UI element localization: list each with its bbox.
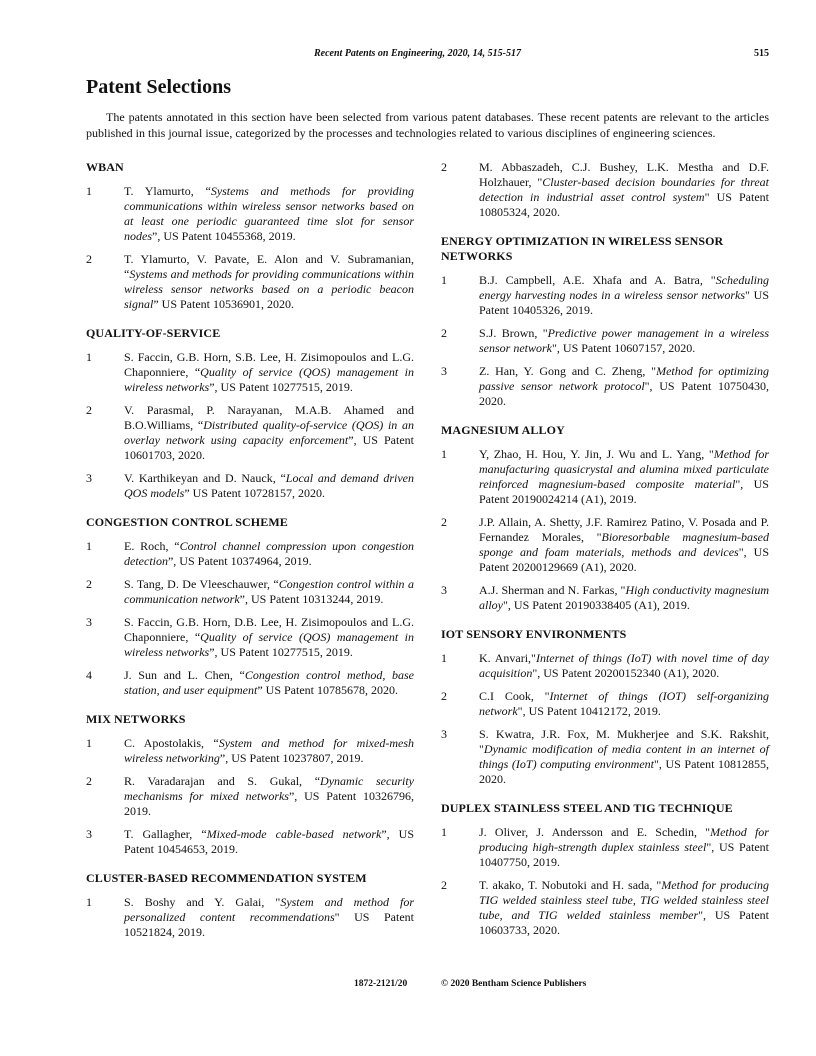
entry-authors: S.J. Brown, "	[479, 326, 548, 340]
entry-citation	[479, 689, 769, 719]
patent-entry	[441, 878, 769, 938]
journal-citation: Recent Patents on Engineering, 2020, 14, 515-517	[314, 48, 521, 59]
entry-number: 4	[86, 668, 92, 682]
entry-patent-info: ", US Patent 10750430, 2020.	[479, 379, 769, 408]
entry-number: 1	[86, 736, 92, 750]
entry-citation	[124, 252, 414, 312]
entry-authors: S. Kwatra, J.R. Fox, M. Mukherjee and S.K. Rakshit, "	[479, 727, 769, 756]
entry-title: Method for producing high-strength duplex stainless steel	[479, 825, 769, 854]
patent-entry	[86, 577, 414, 607]
entry-citation	[124, 827, 414, 857]
entry-authors: A.J. Sherman and N. Farkas, "	[479, 583, 626, 597]
patent-entry	[86, 827, 414, 857]
entry-number: 3	[441, 727, 447, 741]
page-title: Patent Selections	[86, 76, 231, 98]
entry-number: 1	[86, 350, 92, 364]
entry-patent-info: ”, US Patent 10277515, 2019.	[209, 645, 353, 659]
entry-title: Dynamic security mechanisms for mixed networks	[124, 774, 414, 803]
entry-patent-info: ”, US Patent 10326796, 2019.	[124, 789, 414, 818]
entry-number: 2	[441, 515, 447, 529]
patent-entry	[86, 471, 414, 501]
intro-paragraph: The patents annotated in this section have been selected from various patent databases. These recent patents are relevant to the articles published in this journal issue, categorized by the processes and technologies related to various disciplines of engineering sciences.	[86, 110, 769, 140]
issn: 1872-2121/20	[354, 979, 408, 989]
copyright: © 2020 Bentham Science Publishers	[441, 979, 587, 989]
entry-patent-info: ”, US Patent 10455368, 2019.	[152, 229, 296, 243]
entry-patent-info: ”, US Patent 10374964, 2019.	[167, 554, 312, 568]
entry-citation	[124, 736, 414, 766]
entry-authors: J. Sun and L. Chen, “	[124, 668, 245, 682]
entry-authors: V. Parasmal, P. Narayanan, M.A.B. Ahamed and B.O.Williams, “	[124, 403, 414, 432]
entry-authors: T. Ylamurto, “	[124, 184, 211, 198]
entry-citation	[479, 825, 769, 870]
section-heading: CLUSTER-BASED RECOMMENDATION SYSTEM	[86, 871, 367, 885]
patent-entry	[86, 539, 414, 569]
entry-authors: C.I Cook, "	[479, 689, 550, 703]
section-heading: QUALITY-OF-SERVICE	[86, 326, 221, 340]
entry-title: Bioresorbable magnesium-based sponge and foam materials, methods and devices	[479, 530, 769, 559]
entry-citation	[124, 403, 414, 463]
entry-number: 2	[441, 326, 447, 340]
entry-title: Quality of service (QOS) management in wireless networks	[124, 365, 414, 394]
entry-patent-info: ", US Patent 20190024214 (A1), 2019.	[479, 477, 769, 506]
entry-citation	[124, 184, 414, 244]
entry-title: High conductivity magnesium alloy	[479, 583, 770, 612]
entry-title: Local and demand driven QOS models	[124, 471, 414, 500]
section-continued	[441, 160, 769, 220]
entry-citation	[479, 515, 769, 575]
section-congestion-control-scheme	[86, 515, 414, 698]
patent-entry	[441, 273, 769, 318]
entry-citation	[124, 615, 414, 660]
patent-entry	[86, 736, 414, 766]
entry-number: 2	[441, 160, 447, 174]
entry-number: 2	[441, 689, 447, 703]
entry-title: Mixed-mode cable-based network	[206, 827, 382, 841]
entry-citation	[124, 539, 414, 569]
entry-number: 3	[441, 583, 447, 597]
entry-title: Congestion control method, base station, and user equipment	[124, 668, 414, 697]
patent-entry	[86, 774, 414, 819]
entry-number: 3	[86, 827, 92, 841]
entry-patent-info: ", US Patent 10412172, 2019.	[517, 704, 661, 718]
entry-number: 3	[86, 615, 92, 629]
entry-patent-info: ”, US Patent 10454653, 2019.	[124, 827, 415, 856]
entry-title: Systems and methods for providing communications within wireless sensor networks based on at least one periodic guaranteed time slot for sensor nodes	[124, 184, 415, 243]
entry-authors: S. Faccin, G.B. Horn, D.B. Lee, H. Zisimopoulos and L.G. Chaponniere, “	[124, 615, 414, 644]
section-heading: MAGNESIUM ALLOY	[441, 423, 565, 437]
entry-patent-info: ", US Patent 20200152340 (A1), 2020.	[532, 666, 720, 680]
page-number: 515	[754, 48, 769, 59]
patent-entry	[441, 515, 769, 575]
entry-patent-info: ", US Patent 20200129669 (A1), 2020.	[479, 545, 769, 574]
entry-citation	[479, 727, 769, 787]
entry-citation	[479, 160, 769, 220]
entry-authors: M. Abbaszadeh, C.J. Bushey, L.K. Mestha and D.F. Holzhauer, "	[479, 160, 769, 189]
entry-patent-info: ”, US Patent 10313244, 2019.	[239, 592, 384, 606]
entry-title: Method for optimizing passive sensor network protocol	[479, 364, 769, 393]
section-iot-sensory-environments	[441, 627, 769, 787]
patent-entry	[441, 447, 769, 507]
patent-entry	[441, 160, 769, 220]
entry-citation	[124, 668, 414, 698]
entry-title: Quality of service (QOS) management in wireless networks	[124, 630, 414, 659]
running-header	[86, 48, 769, 62]
entry-title: Internet of things (IOT) self-organizing network	[479, 689, 769, 718]
section-heading: MIX NETWORKS	[86, 712, 186, 726]
entry-title: System and method for mixed-mesh wireless networking	[124, 736, 414, 765]
entry-title: Distributed quality-of-service (QOS) in an overlay network using capacity enforcement	[124, 418, 414, 447]
entry-title: Method for producing TIG welded stainless steel tube, TIG welded stainless steel tube, and TIG welded stainless member	[479, 878, 769, 922]
entry-title: Congestion control within a communication network	[124, 577, 414, 606]
entry-number: 1	[441, 651, 447, 665]
section-mix-networks	[86, 712, 414, 857]
patent-entry	[86, 184, 414, 244]
entry-citation	[479, 878, 769, 938]
entry-authors: Y, Zhao, H. Hou, Y. Jin, J. Wu and L. Yang, "	[479, 447, 714, 461]
entry-authors: B.J. Campbell, A.E. Xhafa and A. Batra, "	[479, 273, 716, 287]
entry-title: Scheduling energy harvesting nodes in a wireless sensor networks	[479, 273, 769, 302]
entry-patent-info: ”, US Patent 10601703, 2020.	[124, 433, 414, 462]
entry-authors: T. Ylamurto, V. Pavate, E. Alon and V. Subramanian, “	[124, 252, 414, 281]
entry-patent-info: ", US Patent 10812855, 2020.	[479, 757, 769, 786]
patent-entry	[86, 895, 414, 940]
entry-citation	[479, 447, 769, 507]
section-wban	[86, 160, 414, 312]
entry-number: 1	[441, 447, 447, 461]
section-cluster-based-recommendation-system	[86, 871, 414, 940]
entry-number: 3	[441, 364, 447, 378]
patent-entry	[441, 689, 769, 719]
patent-entry	[441, 364, 769, 409]
entry-patent-info: ", US Patent 20190338405 (A1), 2019.	[503, 598, 690, 612]
entry-citation	[124, 774, 414, 819]
entry-patent-info: ” US Patent 10728157, 2020.	[184, 486, 325, 500]
entry-authors: T. akako, T. Nobutoki and H. sada, "	[479, 878, 662, 892]
patent-entry	[86, 615, 414, 660]
entry-citation	[479, 273, 769, 318]
entry-patent-info: " US Patent 10521824, 2019.	[124, 910, 414, 939]
entry-number: 1	[86, 184, 92, 198]
entry-title: Cluster-based decision boundaries for threat detection in industrial asset control system	[479, 175, 769, 204]
entry-number: 1	[86, 895, 92, 909]
patent-entry	[441, 651, 769, 681]
section-heading: WBAN	[86, 160, 124, 174]
entry-patent-info: ” US Patent 10785678, 2020.	[257, 683, 398, 697]
section-energy-optimization-in-wireless-sensor-networks	[441, 234, 769, 409]
section-heading: DUPLEX STAINLESS STEEL AND TIG TECHNIQUE	[441, 801, 733, 815]
entry-citation	[479, 651, 769, 681]
entry-authors: V. Karthikeyan and D. Nauck, “	[124, 471, 286, 485]
entry-authors: S. Boshy and Y. Galai, "	[124, 895, 281, 909]
entry-citation	[124, 895, 414, 940]
entry-number: 1	[86, 539, 92, 553]
entry-authors: E. Roch, “	[124, 539, 180, 553]
patent-entry	[441, 583, 769, 613]
entry-citation	[124, 471, 414, 501]
entry-authors: J. Oliver, J. Andersson and E. Schedin, "	[479, 825, 711, 839]
entry-title: Internet of things (IoT) with novel time of day acquisition	[479, 651, 769, 680]
entry-authors: C. Apostolakis, “	[124, 736, 219, 750]
entry-authors: K. Anvari,"	[479, 651, 536, 665]
entry-title: Dynamic modification of media content in an internet of things (IoT) computing environment	[479, 742, 769, 771]
entry-citation	[124, 350, 414, 395]
entry-authors: J.P. Allain, A. Shetty, J.F. Ramirez Patino, V. Posada and P. Fernandez Morales, "	[479, 515, 769, 544]
entry-number: 1	[441, 825, 447, 839]
entry-patent-info: " US Patent 10805324, 2020.	[479, 190, 770, 219]
section-heading: CONGESTION CONTROL SCHEME	[86, 515, 288, 529]
entry-title: Predictive power management in a wireless sensor network	[479, 326, 769, 355]
entry-authors: T. Gallagher, “	[124, 827, 207, 841]
entry-number: 2	[86, 577, 92, 591]
entry-title: Method for manufacturing quasicrystal and alumina mixed particulate reinforced magnesium-based composite material	[479, 447, 769, 491]
entry-number: 2	[441, 878, 447, 892]
patent-entry	[441, 825, 769, 870]
entry-patent-info: ”, US Patent 10277515, 2019.	[209, 380, 353, 394]
section-heading: ENERGY OPTIMIZATION IN WIRELESS SENSOR NETWORKS	[441, 234, 724, 263]
entry-patent-info: " US Patent 10405326, 2019.	[479, 288, 769, 317]
entry-number: 2	[86, 252, 92, 266]
entry-citation	[479, 583, 769, 613]
patent-entry	[441, 727, 769, 787]
entry-number: 2	[86, 403, 92, 417]
section-duplex-stainless-steel-and-tig-technique	[441, 801, 769, 938]
left-column	[86, 160, 414, 954]
entry-title: System and method for personalized content recommendations	[124, 895, 415, 924]
entry-number: 2	[86, 774, 92, 788]
section-magnesium-alloy	[441, 423, 769, 613]
entry-title: Control channel compression upon congestion detection	[124, 539, 414, 568]
entry-authors: Z. Han, Y. Gong and C. Zheng, "	[479, 364, 657, 378]
entry-patent-info: ", US Patent 10407750, 2019.	[479, 840, 770, 869]
patent-entry	[441, 326, 769, 356]
entry-authors: S. Tang, D. De Vleeschauwer, “	[124, 577, 279, 591]
section-heading: IOT SENSORY ENVIRONMENTS	[441, 627, 627, 641]
entry-authors: R. Varadarajan and S. Gukal, “	[124, 774, 321, 788]
patent-entry	[86, 252, 414, 312]
entry-authors: S. Faccin, G.B. Horn, S.B. Lee, H. Zisimopoulos and L.G. Chaponniere, “	[124, 350, 414, 379]
patent-entry	[86, 668, 414, 698]
right-column	[441, 160, 769, 952]
patent-entry	[86, 403, 414, 463]
entry-title: Systems and methods for providing communications within wireless sensor networks based on a periodic beacon signal	[124, 267, 414, 311]
entry-patent-info: ”, US Patent 10237807, 2019.	[219, 751, 364, 765]
entry-patent-info: ", US Patent 10603733, 2020.	[479, 908, 769, 937]
entry-citation	[124, 577, 414, 607]
entry-number: 3	[86, 471, 92, 485]
entry-citation	[479, 364, 769, 409]
section-quality-of-service	[86, 326, 414, 501]
patent-entry	[86, 350, 414, 395]
entry-patent-info: ", US Patent 10607157, 2020.	[552, 341, 696, 355]
entry-citation	[479, 326, 769, 356]
entry-patent-info: ” US Patent 10536901, 2020.	[153, 297, 295, 311]
entry-number: 1	[441, 273, 447, 287]
